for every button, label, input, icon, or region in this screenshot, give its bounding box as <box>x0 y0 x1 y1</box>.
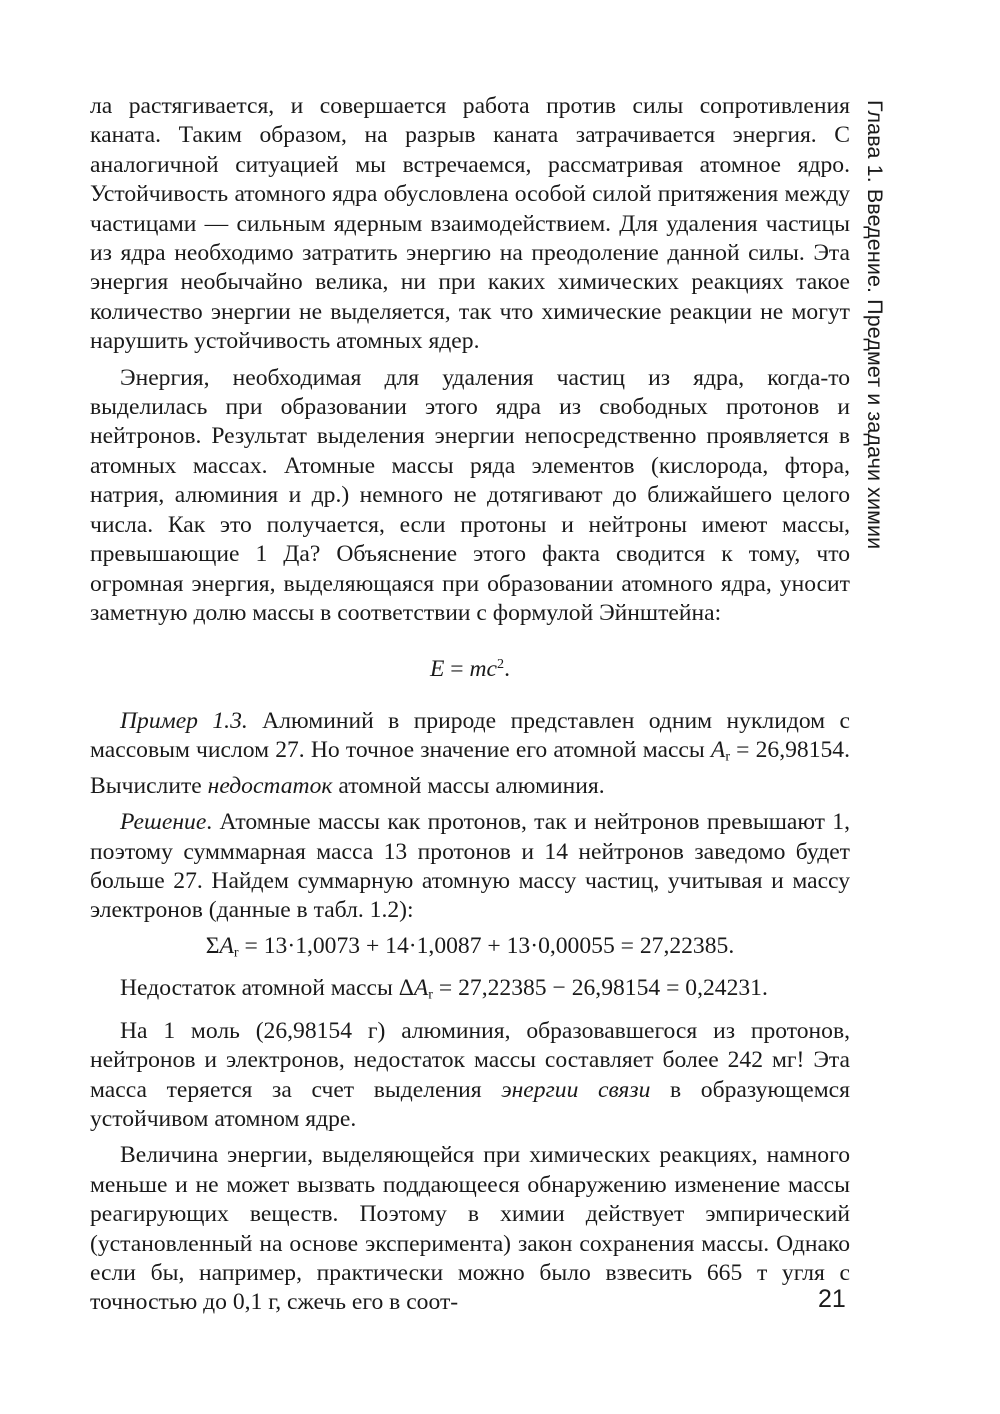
page-body <box>90 92 850 1318</box>
paragraph-rope-energy: ла растягивается, и совершается работа против силы сопротивления каната. Таким образом, на разрыв каната затрачивается энергия. С аналогичной ситуацией мы встречаемся, рассматривая атомное ядро. Устойчивость атомного ядра обусловлена особой силой притяжения между частицами — сильным ядерным взаимодействием. Для удаления частицы из ядра необходимо затратить энергию на преодоление данной силы. Эта энергия необычайно велика, ни при каких химических реакциях такое количество энергии не выделяется, так что химические реакции не могут нарушить устойчивость атомных ядер. <box>90 93 850 355</box>
paragraph-chemical-reactions: Величина энергии, выделяющейся при химических реакциях, намного меньше и не может вызвать поддающееся обнаружению изменение массы реагирующих веществ. Поэтому в химии действует эмпирический (установленный на основе эксперимента) закон сохранения массы. Однако если бы, например, практически можно было взвесить 665 т угля с точностью до 0,1 г, сжечь его в соот- <box>90 1142 850 1316</box>
formula-einstein: $E = mc^2$. <box>429 656 511 683</box>
solution-paragraph: Решение. Атомные массы как протонов, так и нейтронов превышают 1, поэтому сумммарная масса 13 протонов и 14 нейтронов заведомо будет больше 27. Найдем суммарную атомную массу частиц, учитывая и массу электронов (данные в табл. 1.2): <box>90 809 850 924</box>
chapter-side-title: Глава 1. Введение. Предмет и задачи химии <box>863 100 887 550</box>
example-1-3: Пример 1.3. Алюминий в природе представлен одним нуклидом с массовым числом 27. Но точное значение его атомной массы $A_r = 26,98154$. Вычислите недостаток атомной массы алюминия. <box>90 707 850 799</box>
page-number: 21 <box>818 1285 846 1313</box>
solution-label: Решение <box>120 809 207 836</box>
example-label: Пример 1.3. <box>120 707 248 734</box>
paragraph-mole: На 1 моль (26,98154 г) алюминия, образовавшегося из протонов, нейтронов и электронов, недостаток массы составляет более 242 мг! Эта масса теряется за счет выделения энергии связи в образующемся устойчивом атомном ядре. <box>90 1017 850 1132</box>
paragraph-nucleus-mass: Энергия, необходимая для удаления частиц из ядра, когда-то выделилась при образовании этого ядра из свободных протонов и нейтронов. Результат выделения энергии непосредственно проявляется в атомных массах. Атомные массы ряда элементов (кислорода, фтора, натрия, алюминия и др.) немного не дотягивают до ближайшего целого числа. Как это получается, если протоны и нейтроны имеют массы, превышающие 1 Да? Объяснение этого факта сводится к тому, что огромная энергия, выделяющаяся при образовании атомного ядра, уносит заметную долю массы в соответствии с формулой Эйнштейна: <box>90 364 850 626</box>
mass-deficit-line: Недостаток атомной массы $\Delta A_r = 27,22385 - 26,98154 = 0,24231$. <box>120 974 768 1003</box>
formula-sum-mass: $\Sigma A_r = 13\cdot 1,0073 + 14\cdot 1,0087 + 13\cdot 0,00055 = 27,22385$. <box>205 932 735 961</box>
